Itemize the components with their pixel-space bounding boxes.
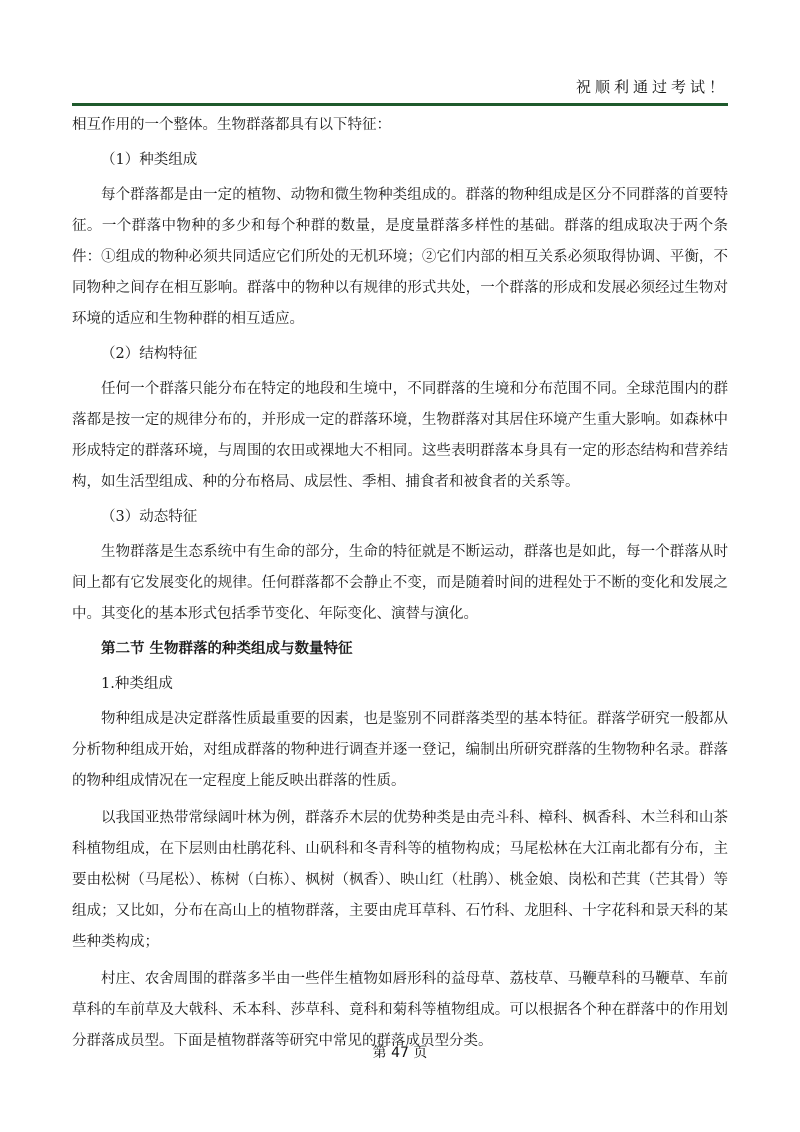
subheading-dynamics: （3）动态特征 <box>101 509 198 525</box>
page-content <box>72 110 728 1057</box>
section-title: 第二节 生物群落的种类组成与数量特征 <box>101 641 353 657</box>
paragraph-structure: 任何一个群落只能分布在特定的地段和生境中，不同群落的生境和分布范围不同。全球范围内的群落都是按一定的规律分布的，并形成一定的群落环境，生物群落对其居住环境产生重大影响。如森林中形成特定的群落环境，与周围的农田或裸地大不相同。这些表明群落本身具有一定的形态结构和营养结构，如生活型组成、种的分布格局、成层性、季相、捕食者和被食者的关系等。 <box>72 381 728 490</box>
paragraph-species-composition: 每个群落都是由一定的植物、动物和微生物种类组成的。群落的物种组成是区分不同群落的首要特征。一个群落中物种的多少和每个种群的数量，是度量群落多样性的基础。群落的组成取决于两个条件：①组成的物种必须共同适应它们所处的无机环境；②它们内部的相互关系必须取得协调、平衡，不同物种之间存在相互影响。群落中的物种以有规律的形式共处，一个群落的形成和发展必须经过生物对环境的适应和生物种群的相互适应。 <box>72 187 728 327</box>
paragraph-forest-example: 以我国亚热带常绿阔叶林为例，群落乔木层的优势种类是由壳斗科、樟科、枫香科、木兰科和山茶科植物组成，在下层则由杜鹃花科、山矾科和冬青科等的植物构成；马尾松林在大江南北都有分布，主要由松树（马尾松）、栋树（白栋）、枫树（枫香）、映山红（杜鹃）、桃金娘、岗松和芒萁（芒其骨）等组成；又比如，分布在高山上的植物群落，主要由虎耳草科、石竹科、龙胆科、十字花科和景天科的某些种类构成； <box>72 810 728 950</box>
paragraph-continuation: 相互作用的一个整体。生物群落都具有以下特征： <box>72 117 391 133</box>
subheading-1-species-composition: 1.种类组成 <box>101 676 173 692</box>
paragraph-dynamics: 生物群落是生态系统中有生命的部分，生命的特征就是不断运动，群落也是如此，每一个群落从时间上都有它发展变化的规律。任何群落都不会静止不变，而是随着时间的进程处于不断的变化和发展之中。其变化的基本形式包括季节变化、年际变化、演替与演化。 <box>72 544 728 622</box>
header-motto: 祝顺利通过考试！ <box>575 78 728 96</box>
paragraph-village-example: 村庄、农舍周围的群落多半由一些伴生植物如唇形科的益母草、荔枝草、马鞭草科的马鞭草、车前草科的车前草及大戟科、禾本科、莎草科、竟科和菊科等植物组成。可以根据各个种在群落中的作用划分群落成员型。下面是植物群落等研究中常见的群落成员型分类。 <box>72 971 728 1049</box>
page-number: 第 47 页 <box>372 1045 428 1061</box>
subheading-structure: （2）结构特征 <box>101 346 198 362</box>
subheading-species-composition: （1）种类组成 <box>101 152 198 168</box>
header-divider <box>72 103 728 106</box>
paragraph-species-importance: 物种组成是决定群落性质最重要的因素，也是鉴别不同群落类型的基本特征。群落学研究一般都从分析物种组成开始，对组成群落的物种进行调查并逐一登记，编制出所研究群落的生物物种名录。群落的物种组成情况在一定程度上能反映出群落的性质。 <box>72 711 728 789</box>
